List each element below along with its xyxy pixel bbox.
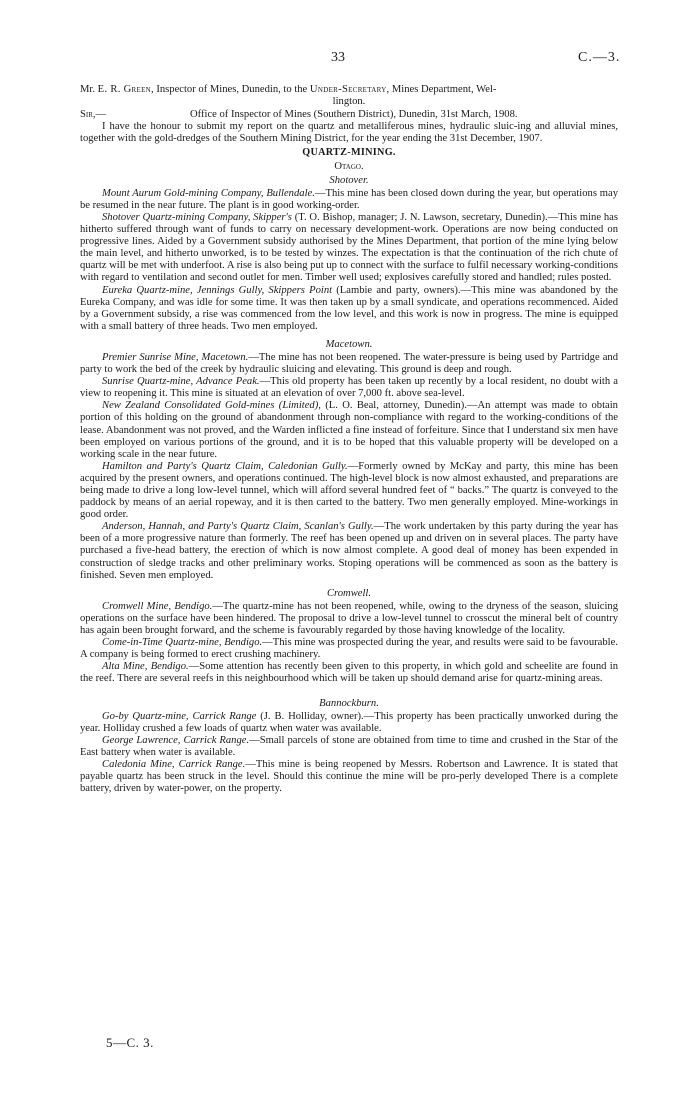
mine-entry: George Lawrence, Carrick Range.—Small parcels of stone are obtained from time to time and crushed in the Star of the East battery when water is available. xyxy=(80,734,618,758)
mine-title: New Zealand Consolidated Gold-mines (Limited), xyxy=(102,400,321,412)
mine-title: Go-by Quartz-mine, Carrick Range xyxy=(102,710,257,722)
mine-entry: Shotover Quartz-mining Company, Skipper's (T. O. Bishop, manager; J. N. Lawson, secretary, Dunedin).—This mine has hitherto suffered through want of funds to carry on necessary development-work. Operations are now being conducted on progressive lines. Aided by a Government subsidy authorised by the Mines Department, that portion of the mine lying below the main level, and hitherto unworked, is to be tested by winzes. The expectation is that the continuation of the rich chute of quartz will be met with underfoot. A rise is also being put up to connect with the surface to fulfil necessary working-conditions with regard to ventilation and second outlet for men. Timber well used; explosives carefully stored and handled; rules posted. xyxy=(80,211,618,284)
page-header xyxy=(0,52,700,68)
mine-entry: Eureka Quartz-mine, Jennings Gully, Skippers Point (Lambie and party, owners).—This mine was abandoned by the Eureka Company, and was idle for some time. It was then taken up by a small syndicate, and operations recommenced. Aided by a Government subsidy, a rise was commenced from the low level, and this work is now in progress. The mine is equipped with a small battery of three heads. Two men employed. xyxy=(80,284,618,332)
district-heading: Shotover. xyxy=(329,174,369,186)
mine-entry: Alta Mine, Bendigo.—Some attention has recently been given to this property, in which gold and scheelite are found in the reef. There are several reefs in this neighbourhood which will be taken up should demand arise for quartz-mining areas. xyxy=(80,661,618,685)
address-line-continued: lington. xyxy=(332,96,366,108)
mine-entry: New Zealand Consolidated Gold-mines (Limited), (L. O. Beal, attorney, Dunedin).—An attempt was made to obtain portion of this holding on the ground of abandonment through non-compliance with regard to the working-conditions of the lease. Abandonment was not proved, and the Warden inflicted a fine instead of forfeiture. Since that I understand six men have been employed on various portions of the ground, and it is to be hoped that this valuable property will be developed on a working scale in the near future. xyxy=(80,400,618,460)
document-body xyxy=(80,84,618,795)
section-title: QUARTZ-MINING. xyxy=(302,147,396,159)
mine-title: Anderson, Hannah, and Party's Quartz Claim, Scanlan's Gully. xyxy=(102,521,374,533)
document-reference: C.—3. xyxy=(578,50,621,65)
salutation: Sir,— xyxy=(80,109,107,121)
district-heading: Cromwell. xyxy=(326,587,372,599)
page-number: 33 xyxy=(331,50,345,65)
office-dateline: Office of Inspector of Mines (Southern District), Dunedin, 31st March, 1908. xyxy=(190,109,518,121)
mine-title: Hamilton and Party's Quartz Claim, Caledonian Gully. xyxy=(102,460,348,472)
mine-title: Eureka Quartz-mine, Jennings Gully, Skippers Point xyxy=(102,284,333,296)
mine-entry: Caledonia Mine, Carrick Range.—This mine is being reopened by Messrs. Robertson and Lawrence. It is stated that payable quartz has been struck in the level. Should this continue the mine will be pro-perly developed There is a complete battery, driven by water-power, on the property. xyxy=(80,758,618,795)
mine-title: Come-in-Time Quartz-mine, Bendigo. xyxy=(102,637,263,649)
salutation-line xyxy=(80,109,618,121)
mine-entry: Go-by Quartz-mine, Carrick Range (J. B. Holliday, owner).—This property has been practically unworked during the year. Holliday crushed a few loads of quartz when water was available. xyxy=(80,710,618,734)
mine-title: Sunrise Quartz-mine, Advance Peak. xyxy=(102,376,260,388)
mine-title: Caledonia Mine, Carrick Range. xyxy=(102,758,246,770)
district-heading: Bannockburn. xyxy=(319,697,379,709)
mine-title: Mount Aurum Gold-mining Company, Bullendale. xyxy=(102,187,315,199)
recipient: Under-Secretary xyxy=(309,84,387,95)
mine-title: Premier Sunrise Mine, Macetown. xyxy=(102,351,249,363)
mine-title: Alta Mine, Bendigo. xyxy=(102,661,189,673)
region-heading: Otago. xyxy=(334,160,364,172)
mine-title: Cromwell Mine, Bendigo. xyxy=(102,600,213,612)
mine-entry: Sunrise Quartz-mine, Advance Peak.—This old property has been taken up recently by a local resident, no doubt with a view to reopening it. This mine is situated at an elevation of over 7,000 ft. above sea-level. xyxy=(80,376,618,400)
mine-entry: Cromwell Mine, Bendigo.—The quartz-mine has not been reopened, while, owing to the dryness of the season, sluicing operations on the surface have been hindered. The proposal to drive a low-level tunnel to crosscut the mineral belt of country has again been brought forward, and the scheme is favourably regarded by those having knowledge of the locality. xyxy=(80,600,619,637)
mine-title: George Lawrence, Carrick Range. xyxy=(102,734,250,746)
author-name: E. R. Green xyxy=(97,84,152,95)
signature-reference: 5—C. 3. xyxy=(106,1035,154,1050)
mine-entry: Come-in-Time Quartz-mine, Bendigo.—This mine was prospected during the year, and results were said to be favourable. A company is being formed to erect crushing machinery. xyxy=(80,637,618,661)
mine-entry: Anderson, Hannah, and Party's Quartz Claim, Scanlan's Gully.—The work undertaken by this party during the year has been of a more progressive nature than formerly. The reef has been opened up and driven on in several places. The party have purchased a five-head battery, the erection of which is now almost complete. A good deal of money has been expended in construction of sledge tracks and other preliminary works. Stoping operations will be commenced as soon as the battery is finished. Seven men employed. xyxy=(80,521,618,581)
mine-entry: Premier Sunrise Mine, Macetown.—The mine has not been reopened. The water-pressure is being used by Partridge and party to work the bed of the creek by hydraulic sluicing and elevating. This ground is deep and rough. xyxy=(80,351,618,376)
intro-paragraph: I have the honour to submit my report on the quartz and metalliferous mines, hydraulic sluic-ing and alluvial mines, together with the gold-dredges of the Southern Mining District, for the year ending the 31st December, 1907. xyxy=(80,121,618,145)
address-line: Mr. E. R. Green, Inspector of Mines, Dunedin, to the Under-Secretary, Mines Department, Wel- xyxy=(80,84,497,95)
mine-title: Shotover Quartz-mining Company, Skipper's xyxy=(102,211,292,223)
mine-entry: Hamilton and Party's Quartz Claim, Caledonian Gully.—Formerly owned by McKay and party, this mine has been acquired by the present owners, and operations continued. The high-level block is now almost exhausted, and preparations are being made to drive a long low-level tunnel, which will afford several hundred feet of “ backs.” The quartz is conveyed to the paddock by means of an aerial ropeway, and it is then carted to the battery. Two men generally employed. Mine-workings in good order. xyxy=(80,460,618,521)
mine-entry: Mount Aurum Gold-mining Company, Bullendale.—This mine has been closed down during the year, but operations may be resumed in the near future. The plant is in good working-order. xyxy=(80,187,618,211)
district-heading: Macetown. xyxy=(325,338,373,350)
